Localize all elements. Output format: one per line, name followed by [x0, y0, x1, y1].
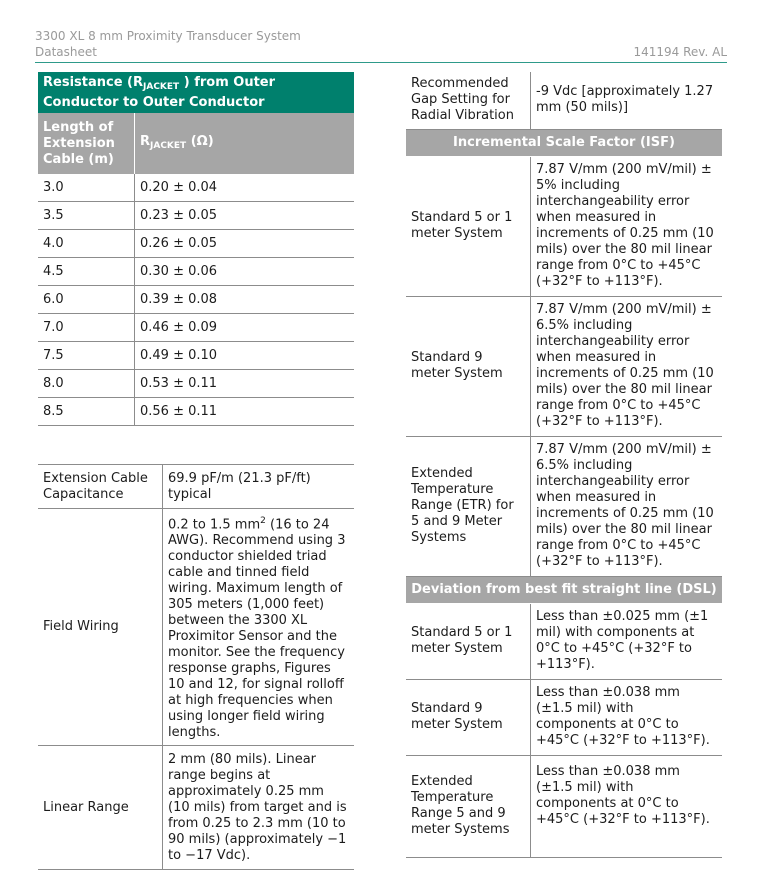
table-row — [38, 202, 354, 230]
spec-label: Extension Cable Capacitance — [38, 465, 163, 509]
spec-label: Standard 9 meter System — [406, 296, 531, 436]
table-row — [38, 286, 354, 314]
column-header-length: Length of Extension Cable (m) — [38, 113, 135, 174]
cell-resistance: 0.53 ± 0.11 — [135, 370, 355, 398]
spec-row-isf — [406, 156, 722, 296]
document-type: Datasheet — [35, 45, 97, 59]
spec-value: Less than ±0.038 mm (±1.5 mil) with components at 0°C to +45°C (+32°F to +113°F). — [531, 679, 723, 755]
document-title: 3300 XL 8 mm Proximity Transducer System — [35, 29, 301, 43]
spec-label: Recommended Gap Setting for Radial Vibration — [406, 72, 531, 129]
spec-label: Extended Temperature Range 5 and 9 meter Systems — [406, 755, 531, 857]
section-header-dsl: Deviation from best fit straight line (DSL) — [406, 576, 722, 603]
cell-resistance: 0.46 ± 0.09 — [135, 314, 355, 342]
spec-row-capacitance — [38, 465, 354, 509]
document-number: 141194 Rev. AL — [633, 45, 727, 59]
column-header-resistance: $R_{JACKET}$ (Ω) — [135, 113, 355, 174]
spec-value: Less than ±0.025 mm (±1 mil) with components at 0°C to +45°C (+32°F to +113°F). — [531, 603, 723, 679]
spec-row-isf — [406, 436, 722, 576]
table-row — [38, 398, 354, 426]
table-row — [38, 370, 354, 398]
spec-label: Standard 9 meter System — [406, 679, 531, 755]
resistance-table-title: Resistance ($R_{JACKET}$ ) from Outer Conductor to Outer Conductor — [38, 72, 354, 113]
cell-resistance: 0.30 ± 0.06 — [135, 258, 355, 286]
header-divider — [35, 62, 727, 63]
cell-length: 7.5 — [38, 342, 135, 370]
spec-value: 69.9 pF/m (21.3 pF/ft) typical — [163, 465, 355, 509]
cell-length: 7.0 — [38, 314, 135, 342]
spec-value: -9 Vdc [approximately 1.27 mm (50 mils)] — [531, 72, 723, 129]
table-row — [38, 258, 354, 286]
spec-value: 7.87 V/mm (200 mV/mil) ± 5% including interchangeability error when measured in increments of 0.25 mm (10 mils) over the 80 mil linear range from 0°C to +45°C (+32°F to +113°F). — [531, 156, 723, 296]
spec-row-field-wiring — [38, 509, 354, 746]
spec-row-linear-range — [38, 746, 354, 870]
spec-label: Field Wiring — [38, 509, 163, 746]
spec-value: 7.87 V/mm (200 mV/mil) ± 6.5% including interchangeability error when measured in increments of 0.25 mm (10 mils) over the 80 mil linear range from 0°C to +45°C (+32°F to +113°F). — [531, 296, 723, 436]
spec-value: 7.87 V/mm (200 mV/mil) ± 6.5% including interchangeability error when measured in increments of 0.25 mm (10 mils) over the 80 mil linear range from 0°C to +45°C (+32°F to +113°F). — [531, 436, 723, 576]
table-row — [38, 230, 354, 258]
spec-label: Standard 5 or 1 meter System — [406, 603, 531, 679]
cell-length: 3.0 — [38, 174, 135, 202]
spec-row-isf — [406, 296, 722, 436]
table-row — [38, 174, 354, 202]
spec-label: Extended Temperature Range (ETR) for 5 and 9 Meter Systems — [406, 436, 531, 576]
spec-row-dsl — [406, 603, 722, 679]
spec-label: Standard 5 or 1 meter System — [406, 156, 531, 296]
resistance-table — [38, 72, 354, 426]
cell-length: 4.0 — [38, 230, 135, 258]
cell-resistance: 0.26 ± 0.05 — [135, 230, 355, 258]
table-row — [38, 342, 354, 370]
document-header — [35, 28, 301, 60]
cell-length: 8.5 — [38, 398, 135, 426]
cell-resistance: 0.20 ± 0.04 — [135, 174, 355, 202]
spec-row-gap-setting — [406, 72, 722, 129]
spec-row-dsl — [406, 755, 722, 857]
spec-row-dsl — [406, 679, 722, 755]
spec-value: 2 mm (80 mils). Linear range begins at approximately 0.25 mm (10 mils) from target and is from 0.25 to 2.3 mm (10 to 90 mils) (approximately −1 to −17 Vdc). — [163, 746, 355, 870]
cell-length: 8.0 — [38, 370, 135, 398]
spec-value: Less than ±0.038 mm (±1.5 mil) with components at 0°C to +45°C (+32°F to +113°F). — [531, 755, 723, 857]
cable-spec-table — [38, 464, 354, 870]
cell-resistance: 0.39 ± 0.08 — [135, 286, 355, 314]
cell-resistance: 0.56 ± 0.11 — [135, 398, 355, 426]
section-header-isf: Incremental Scale Factor (ISF) — [406, 129, 722, 156]
cell-resistance: 0.49 ± 0.10 — [135, 342, 355, 370]
spec-label: Linear Range — [38, 746, 163, 870]
spec-value: 0.2 to 1.5 $mm^2$ (16 to 24 AWG). Recommend using 3 conductor shielded triad cable and tinned field wiring. Maximum length of 305 meters (1,000 feet) between the 3300 XL Proximitor Sensor and the monitor. See the frequency response graphs, Figures 10 and 12, for signal rolloff at high frequencies when using longer field wiring lengths. — [163, 509, 355, 746]
table-row — [38, 314, 354, 342]
scale-factor-table — [406, 72, 722, 858]
cell-resistance: 0.23 ± 0.05 — [135, 202, 355, 230]
cell-length: 3.5 — [38, 202, 135, 230]
cell-length: 6.0 — [38, 286, 135, 314]
cell-length: 4.5 — [38, 258, 135, 286]
